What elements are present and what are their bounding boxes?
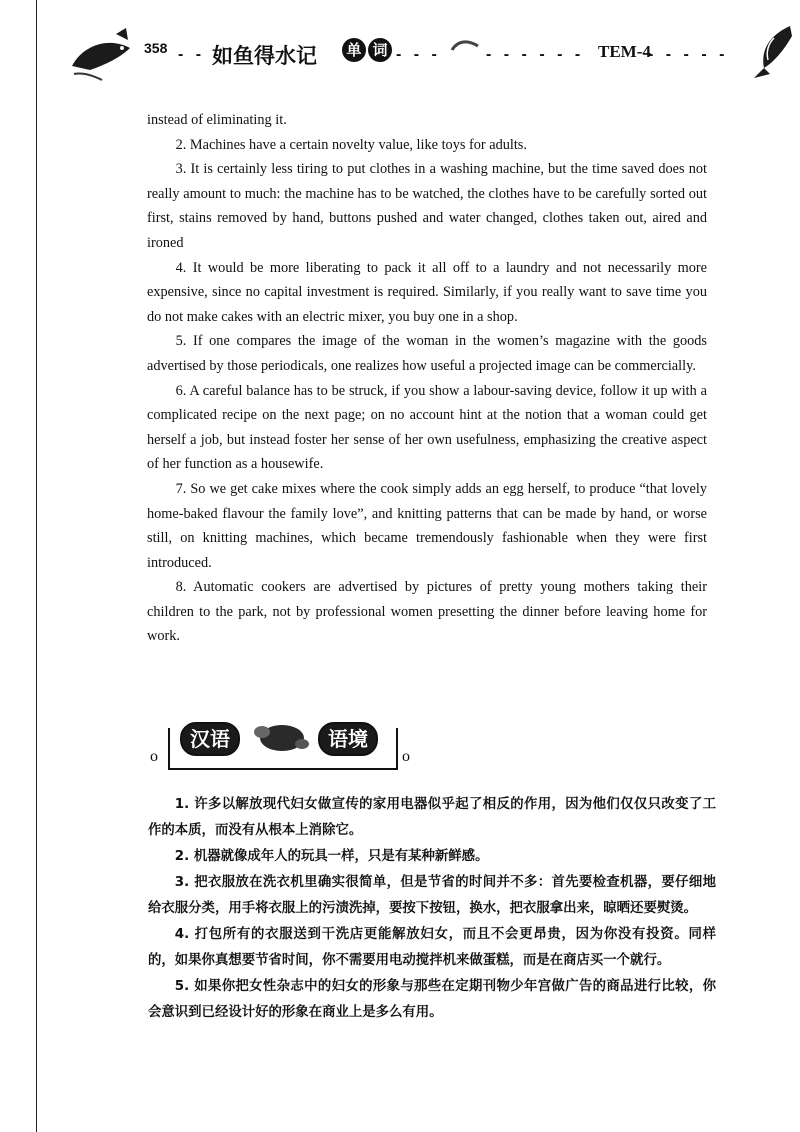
book-title: 如鱼得水记 — [212, 44, 317, 68]
badge-char-1: 单 — [342, 38, 366, 62]
translation-1: 1. 许多以解放现代妇女做宣传的家用电器似乎起了相反的作用，因为他们仅仅只改变了工作的本质，而没有从根本上消除它。 — [148, 797, 716, 838]
page-binding-rule — [36, 0, 37, 1132]
banner-bullet-left: o — [150, 748, 158, 765]
section-label-chinese: 汉语 — [180, 722, 240, 756]
translation-3: 3. 把衣服放在洗衣机里确实很简单，但是节省的时间并不多：首先要检查机器，要仔细地给衣服分类，用手将衣服上的污渍洗掉，要按下按钮，换水，把衣服拿出来，晾晒还要熨烫。 — [148, 875, 716, 916]
fish-right-icon — [744, 22, 796, 80]
translation-5: 5. 如果你把女性杂志中的妇女的形象与那些在定期刊物少年宫做广告的商品进行比较，你会意识到已经设计好的形象在商业上是多么有用。 — [148, 979, 716, 1020]
page-number: 358 — [144, 40, 168, 56]
section-banner — [150, 718, 420, 778]
paragraph-4: 4. It would be more liberating to pack it all off to a laundry and not necessarily more expensive, since no capital investment is required. Similarly, if you really want to save time you do not make cakes with an electric mixer, you buy one in a shop. — [147, 259, 707, 325]
english-text — [147, 108, 707, 649]
translation-2: 2. 机器就像成年人的玩具一样，只是有某种新鲜感。 — [174, 849, 489, 864]
page-header — [60, 20, 800, 90]
ink-blot-icon — [248, 718, 314, 758]
chinese-translation — [148, 792, 716, 1026]
badge-char-2: 词 — [368, 38, 392, 62]
paragraph-6: 6. A careful balance has to be struck, if you show a labour-saving device, follow it up with a complicated recipe on the next page; on no account hint at the notion that a woman could get herself a job, but instead foster her sense of her own usefulness, emphasizing the creative aspect of her function as a housewife. — [147, 382, 707, 473]
translation-4: 4. 打包所有的衣服送到干洗店更能解放妇女，而且不会更昂贵，因为你没有投资。同样的，如果你真想要节省时间，你不需要用电动搅拌机来做蛋糕，而是在商店买一个就行。 — [148, 927, 716, 968]
brush-mark-icon — [450, 36, 480, 56]
header-dashes: - - - - - - — [486, 46, 585, 63]
section-label-context: 语境 — [318, 722, 378, 756]
header-dashes: - - - — [178, 46, 223, 63]
paragraph-3: 3. It is certainly less tiring to put clothes in a washing machine, but the time saved does not really amount to much: the machine has to be watched, the clothes have to be carefully sorted out first, stains removed by hand, buttons pushed and water changed, clothes taken out, aired and ironed — [147, 161, 707, 251]
header-dashes: - - - — [396, 46, 441, 63]
paragraph-1-continued: instead of eliminating it. — [147, 112, 287, 128]
banner-bullet-right: o — [402, 748, 410, 765]
paragraph-5: 5. If one compares the image of the woman in the women’s magazine with the goods advertised by those periodicals, one realizes how useful a projected image can be commercially. — [147, 333, 707, 374]
paragraph-8: 8. Automatic cookers are advertised by pictures of pretty young mothers taking their children to the park, not by professional women presetting the dinner before leaving home for work. — [147, 579, 707, 645]
header-dashes: - - - - - — [648, 46, 729, 63]
paragraph-7: 7. So we get cake mixes where the cook simply adds an egg herself, to produce “that lovely home-baked flavour the family love”, and knitting patterns that can be made by hand, or worse still, on knitting machines, which became tremendously fashionable when they were first introduced. — [147, 480, 707, 571]
fish-left-icon — [68, 26, 140, 82]
series-label: TEM-4 — [598, 42, 651, 61]
paragraph-2: 2. Machines have a certain novelty value, like toys for adults. — [175, 136, 527, 153]
